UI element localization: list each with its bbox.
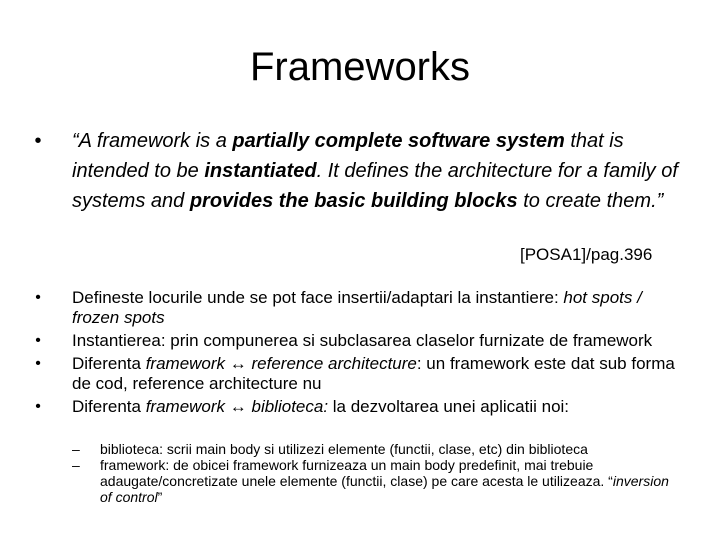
quote-segment-bold: partially complete software system (232, 130, 565, 152)
quote-segment: . It defines the architecture for a family of systems and (72, 160, 678, 212)
bullet-marker: • (35, 398, 41, 415)
quote-segment-bold: provides the basic building blocks (189, 190, 518, 212)
quote-text (72, 126, 688, 216)
dash-marker: – (72, 457, 80, 473)
list-item-text-italic: hot spots / frozen spots (72, 288, 642, 327)
quote-segment: to create them.” (517, 190, 664, 212)
sub-list-item-text: biblioteca: scrii main body si utilizezi elemente (functii, clase, etc) din biblioteca (100, 441, 588, 457)
bullet-list (28, 288, 688, 420)
sub-list-item-text-italic: inversion of control (100, 473, 669, 505)
list-item-text: Defineste locurile unde se pot face insertii/adaptari la instantiere: (72, 288, 564, 307)
quote-segment: “A framework is a (72, 130, 233, 152)
citation: [POSA1]/pag.396 (520, 245, 653, 264)
sub-list-item (72, 441, 682, 457)
sub-list-item (72, 457, 682, 505)
quote-bullet (28, 126, 688, 216)
dash-marker: – (72, 441, 80, 457)
sub-list-item-text: framework: de obicei framework furnizeaza un main body predefinit, mai trebuie adaugate/concretizate unele elemente (functii, clase) pe care acesta le utilizeaza. “ (100, 457, 613, 489)
list-item-text-italic: framework ↔ reference architecture (145, 354, 417, 373)
list-item-text: Instantierea: prin compunerea si subclasarea claselor furnizate de framework (72, 331, 653, 350)
list-item-text-italic: framework ↔ biblioteca: (145, 397, 329, 416)
sub-list-item-text: ” (157, 489, 163, 505)
list-item-text: Diferenta (72, 397, 146, 416)
list-item-text: Diferenta (72, 354, 146, 373)
bullet-marker: • (34, 130, 42, 152)
quote-row (28, 126, 688, 216)
bullet-marker: • (35, 332, 41, 349)
quote-segment: that is intended to be (72, 130, 624, 182)
bullet-marker: • (35, 289, 41, 306)
list-item-text: la dezvoltarea unei aplicatii noi: (328, 397, 570, 416)
list-item (28, 288, 688, 328)
slide-title: Frameworks (249, 45, 471, 89)
list-item (28, 354, 688, 394)
bullet-marker: • (35, 355, 41, 372)
list-item-text: : un framework este dat sub forma de cod, reference architecture nu (72, 354, 675, 393)
list-item (28, 397, 688, 417)
quote-segment-bold: instantiated (204, 160, 317, 182)
sub-bullet-list (72, 441, 682, 505)
list-item (28, 331, 688, 351)
